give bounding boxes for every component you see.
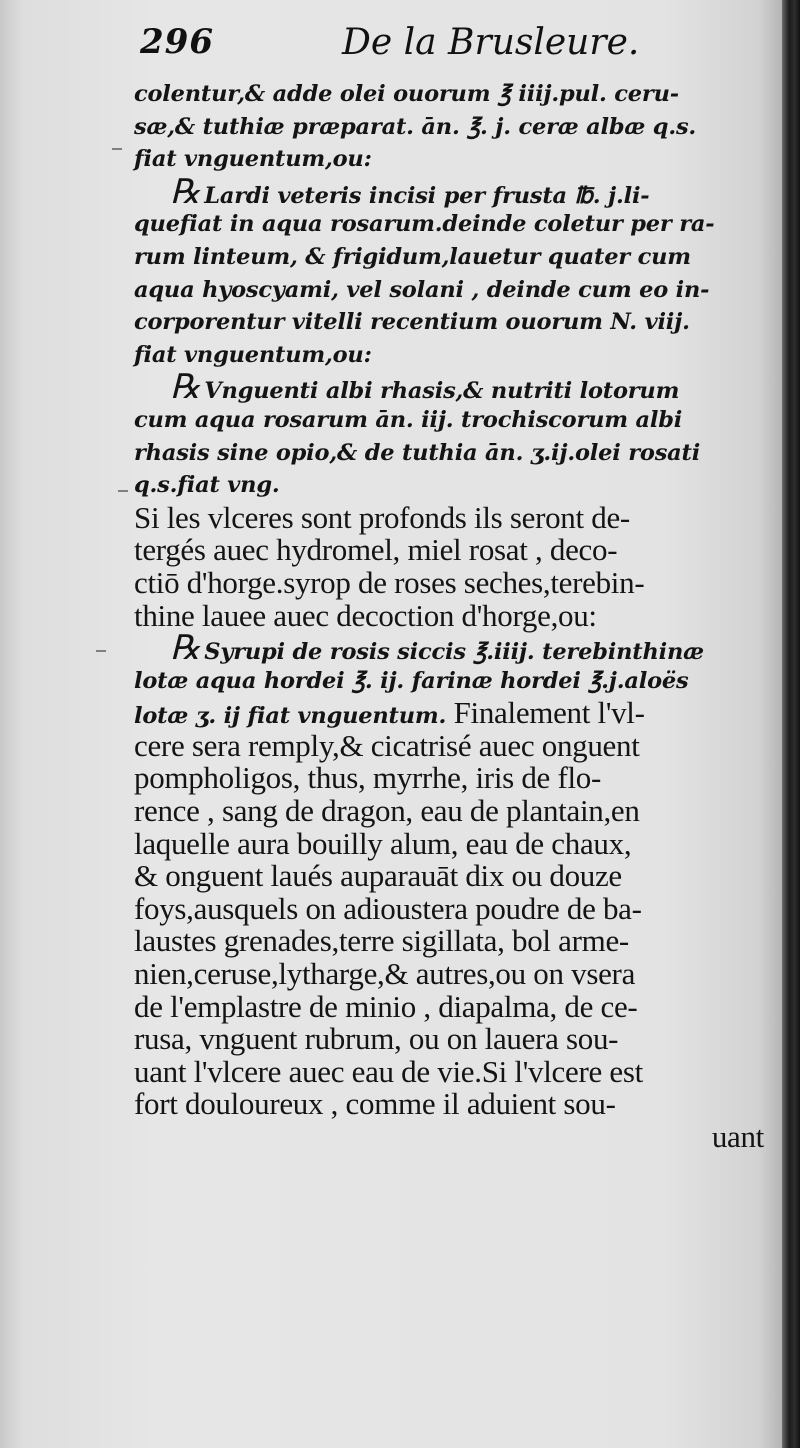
french-text: fort douloureux , comme il aduient sou- [134,1086,616,1122]
latin-recipe-text: rhasis sine opio,& de tuthia ān. ʒ.ij.olei rosati [134,439,701,466]
text-line [134,564,764,600]
french-text: tergés auec hydromel, miel rosat , deco- [134,532,618,568]
text-line [134,469,764,502]
latin-recipe-text: corporentur vitelli recentium ouorum N. viij. [134,309,690,336]
latin-recipe-text: Syrupi de rosis siccis ℥.iiij. terebinthinæ [204,639,704,666]
text-line [134,143,764,176]
text-line [134,697,764,730]
text-line [134,241,764,274]
text-line [134,499,764,535]
text-line [134,762,764,795]
latin-recipe-text: lotæ aqua hordei ℥. ij. farinæ hordei ℥.j.aloës [134,667,689,694]
text-line [134,274,764,307]
latin-recipe-text: fiat vnguentum,ou: [134,146,372,173]
latin-recipe-text: Vnguenti albi rhasis,& nutriti lotorum [204,378,680,405]
french-text: rence , sang de dragon, eau de plantain,en [134,793,640,829]
text-line [134,665,764,698]
french-text: Si les vlceres sont profonds ils seront de- [134,499,630,535]
recipe-symbol-icon: ℞ [170,628,201,669]
recipe-symbol-icon: ℞ [170,171,201,212]
text-line [134,1023,764,1056]
french-text: laquelle aura bouilly alum, eau de chaux, [134,825,632,861]
french-text: rusa, vnguent rubrum, ou on lauera sou- [134,1021,619,1057]
text-line [134,597,764,633]
latin-recipe-text: sæ,& tuthiæ præparat. ān. ℥. j. ceræ albæ q.s. [134,113,697,140]
french-text: uant l'vlcere auec eau de vie.Si l'vlcere est [134,1053,643,1089]
text-line [134,628,764,669]
text-line [134,437,764,470]
french-text: cere sera remply,& cicatrisé auec onguent [134,727,640,763]
french-text: nien,ceruse,lytharge,& autres,ou on vsera [134,956,636,992]
text-line [134,795,764,828]
body-text [134,78,764,1154]
latin-recipe-text: aqua hyoscyami, vel solani , deinde cum eo in- [134,276,710,303]
text-line [134,860,764,893]
text-line [134,404,764,437]
recipe-symbol-icon: ℞ [170,367,201,408]
french-text: uant [711,1119,764,1154]
text-line [134,111,764,144]
text-line [134,1053,764,1089]
text-line [134,988,764,1024]
french-text: laustes grenades,terre sigillata, bol arme- [134,923,629,959]
latin-recipe-text: q.s.fiat vng. [134,472,280,499]
french-text: ctiō d'horge.syrop de roses seches,terebin- [134,564,645,600]
page-edge-shadow [782,0,800,1448]
latin-recipe-text: fiat vnguentum,ou: [134,341,372,368]
french-text: de l'emplastre de minio , diapalma, de ce- [134,988,638,1024]
french-text: pompholigos, thus, myrrhe, iris de flo- [134,760,602,796]
text-line [134,208,764,241]
text-line [134,78,764,111]
text-line [134,825,764,861]
latin-recipe-text: rum linteum, & frigidum,lauetur quater cum [134,243,691,270]
page-header [140,22,740,72]
latin-recipe-text: cum aqua rosarum ān. iij. trochiscorum albi [134,406,683,433]
text-line [134,1088,764,1121]
text-line [134,306,764,339]
latin-recipe-text: lotæ ʒ. ij fiat vnguentum. [134,703,447,730]
margin-mark [118,490,128,492]
text-line [134,1121,764,1154]
latin-recipe-text: Lardi veteris incisi per frusta ℔. j.li- [204,182,650,209]
margin-mark [96,650,106,652]
french-text: thine lauee auec decoction d'horge,ou: [134,597,597,633]
latin-recipe-text: quefiat in aqua rosarum.deinde coletur per ra- [134,211,715,238]
text-line [134,958,764,991]
french-text: Finalement l'vl- [446,695,645,731]
text-line [134,534,764,567]
text-line [134,339,764,372]
latin-recipe-text: colentur,& adde olei ouorum ℥ iiij.pul. ceru- [134,81,679,107]
french-text: foys,ausquels on adioustera poudre de ba- [134,890,642,926]
margin-mark [112,148,122,150]
running-title: De la Brusleure. [342,22,640,63]
french-text: & onguent laués auparauāt dix ou douze [134,858,622,894]
text-line [134,890,764,926]
text-line [134,171,764,212]
page-number: 296 [140,22,214,62]
text-line [134,925,764,958]
text-line [134,727,764,763]
text-line [134,367,764,408]
